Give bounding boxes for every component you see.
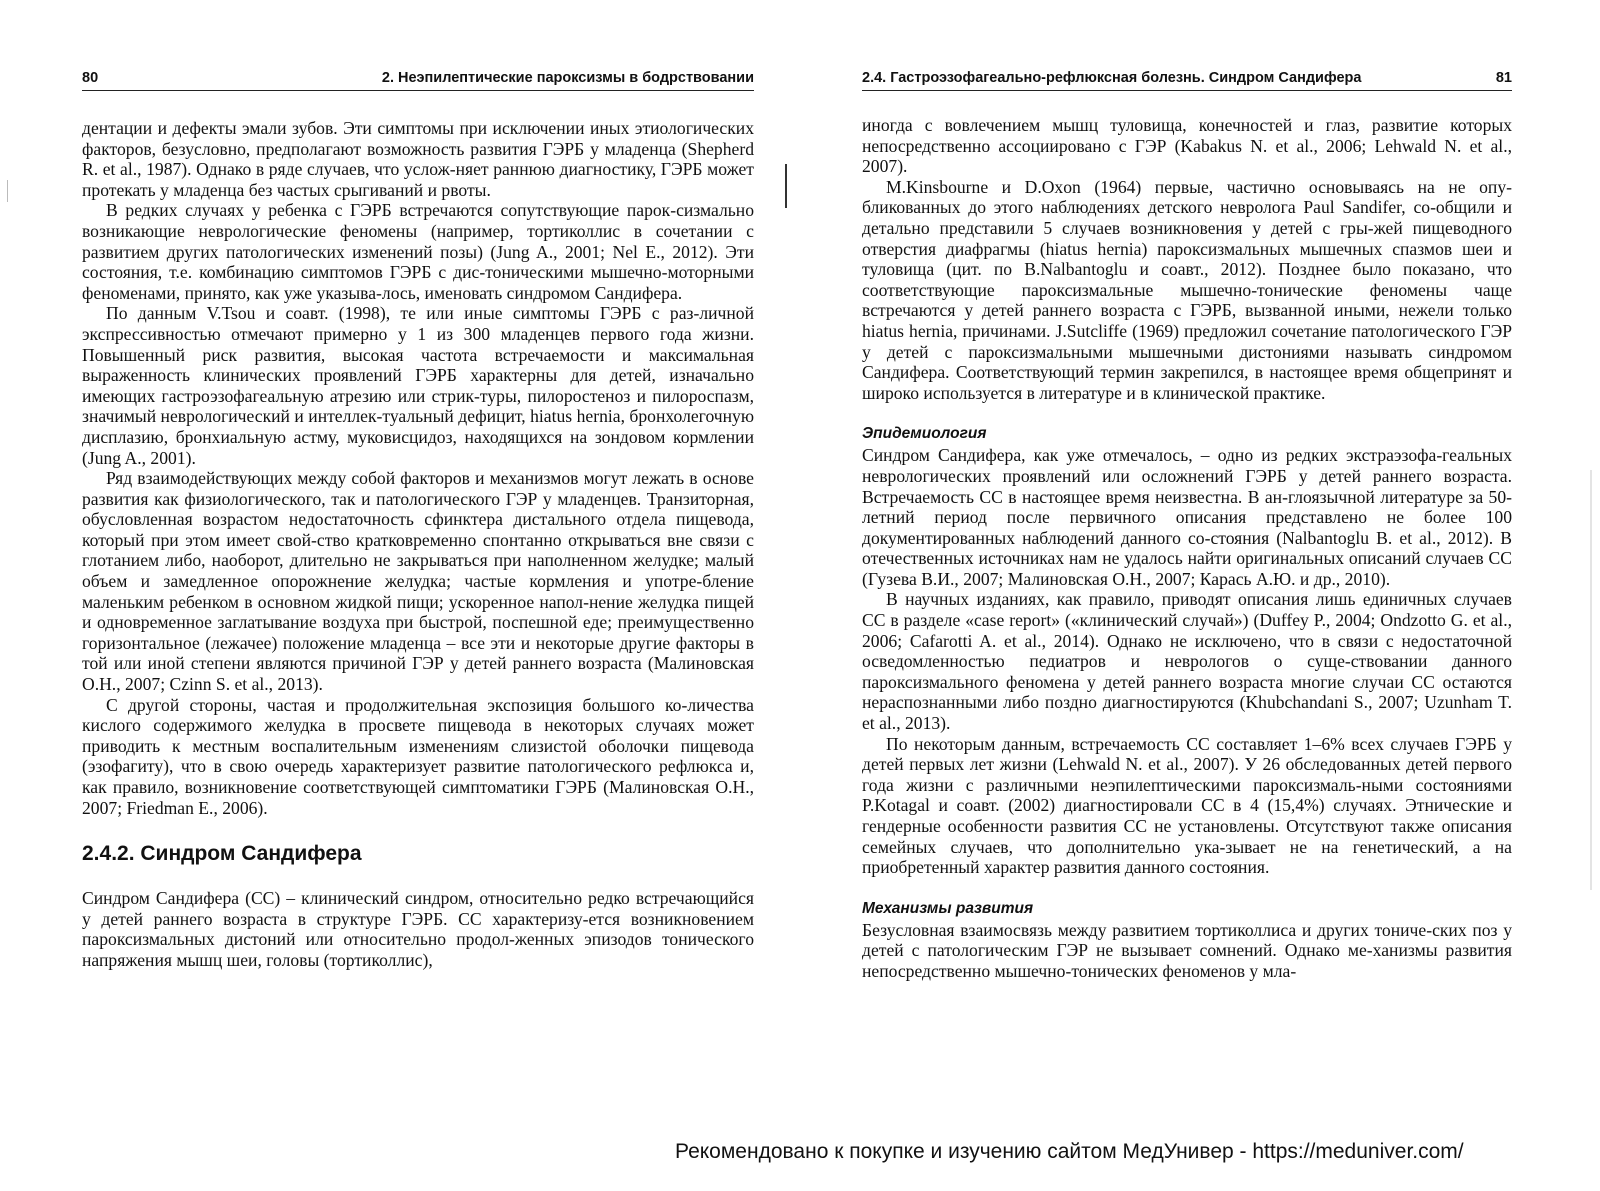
right-paragraph-2: M.Kinsbourne и D.Oxon (1964) первые, частично основываясь на не опу-бликованных до этого наблюдениях детского невролога Paul Sandifer, со-общили и детально представили 5 случаев возникновения у детей с гры-жей пищеводного отверстия диафрагмы (hiatus hernia) пароксизмальных мышечных спазмов шеи и туловища (цит. по B.Nalbantoglu и соавт., 2012). Позднее было показано, что соответствующие пароксизмальные мышечно-тонические феномены чаще встречаются у детей раннего возраста с ГЭРБ, вызванной иными, нежели только hiatus hernia, причинами. J.Sutcliffe (1969) предложил сочетание патологического ГЭР у детей с пароксизмальными мышечными дистониями называть синдромом Сандифера. Соответствующий термин закрепился, в настоящее время общепринят и широко используется в литературе и в клинической практике. xyxy=(862,176,1512,403)
margin-mark xyxy=(785,164,787,208)
left-paragraph-1: дентации и дефекты эмали зубов. Эти симптомы при исключении иных этиологических факторов, безусловно, предполагают возможность развития ГЭРБ у младенца (Shepherd R. et al., 1987). Однако в ряде случаев, что услож-няет раннюю диагностику, ГЭРБ может протекать у младенца без частых срыгиваний и рвоты. xyxy=(82,118,754,200)
epidemiology-paragraph-3: По некоторым данным, встречаемость СС составляет 1–6% всех случаев ГЭРБ у детей первых лет жизни (Lehwald N. et al., 2007). У 26 обследованных детей первого года жизни с различными неэпилептическими пароксизмаль-ными состояниями P.Kotagal и соавт. (2002) диагностировали СС в 4 (15,4%) случаях. Этнические и гендерные особенности развития СС не установлены. Отсутствуют также описания семейных случаев, что дополнительно ука-зывает не на генетический, а на приобретенный характер развития данного состояния. xyxy=(862,733,1512,878)
mechanisms-paragraph: Безусловная взаимосвязь между развитием тортиколлиса и других тониче-ских поз у детей с патологическим ГЭР не вызывает сомнений. Однако ме-ханизмы развития непосредственно мышечно-тонических феноменов у мла- xyxy=(862,919,1512,981)
right-page-number: 81 xyxy=(1495,70,1512,86)
epidemiology-paragraph-2: В научных изданиях, как правило, приводят описания лишь единичных случаев СС в разделе «case report» («клинический случай») (Duffey P., 2004; Ondzotto G. et al., 2006; Cafarotti A. et al., 2014). Однако не исключено, что в связи с недостаточной осведомленностью педиатров и неврологов о суще-ствовании данного пароксизмального феномена у детей раннего возраста многие случаи СС остаются нераспознанными либо поздно диагностируются (Khubchandani S., 2007; Uzunham T. et al., 2013). xyxy=(862,589,1512,734)
section-paragraph: Синдром Сандифера (СС) – клинический синдром, относительно редко встречающийся у детей раннего возраста в структуре ГЭРБ. СС характеризу-ется возникновением пароксизмальных дистоний или относительно продол-женных эпизодов тонического напряжения мышц шеи, головы (тортиколлис), xyxy=(82,888,754,970)
left-running-head xyxy=(82,68,754,91)
right-running-head xyxy=(862,68,1512,91)
epidemiology-paragraph-1: Синдром Сандифера, как уже отмечалось, – одно из редких экстраэзофа-геальных неврологических проявлений или осложнений ГЭРБ у детей раннего возраста. Встречаемость СС в настоящее время неизвестна. В ан-глоязычной литературе за 50-летний период после первичного описания представлено не более 100 документированных наблюдений данного со-стояния (Nalbantoglu B. et al., 2012). В отечественных источниках нам не удалось найти оригинальных описаний случаев СС (Гузева В.И., 2007; Малиновская О.Н., 2007; Карась А.Ю. и др., 2010). xyxy=(862,445,1512,589)
left-paragraph-3: По данным V.Tsou и соавт. (1998), те или иные симптомы ГЭРБ с раз-личной экспрессивностью отмечают примерно у 1 из 300 младенцев первого года жизни. Повышенный риск развития, высокая частота встречаемости и максимальная выраженность клинических проявлений ГЭРБ характерны для детей, изначально имеющих гастроэзофагеальную атрезию или стрик-туры, пилоростеноз и пилороспазм, значимый неврологический и интеллек-туальный дефицит, hiatus hernia, бронхолегочную дисплазию, бронхиальную астму, муковисцидоз, находящихся на зондовом кормлении (Jung A., 2001). xyxy=(82,303,754,468)
left-paragraph-4: Ряд взаимодействующих между собой факторов и механизмов могут лежать в основе развития как физиологического, так и патологического ГЭР у младенцев. Транзиторная, обусловленная возрастом недостаточность сфинктера дистального отдела пищевода, который при этом имеет свой-ство кратковременно спонтанно открываться вне связи с глотанием либо, наоборот, длительно не закрываться при наполненном желудке; малый объем и замедленное опорожнение желудка; частые кормления и употре-бление маленьким ребенком в основном жидкой пищи; ускоренное напол-нение желудка пищей и одновременное заглатывание воздуха при быстрой, поспешной еде; преимущественно горизонтальное (лежачее) положение младенца – все эти и некоторые другие факторы в той или иной степени являются причиной ГЭР у детей раннего возраста (Малиновская О.Н., 2007; Czinn S. et al., 2013). xyxy=(82,468,754,695)
left-header-title: 2. Неэпилептические пароксизмы в бодрствовании xyxy=(381,70,754,86)
scan-edge-mark xyxy=(7,180,8,202)
section-heading: 2.4.2. Синдром Сандифера xyxy=(82,842,362,866)
epidemiology-heading: Эпидемиология xyxy=(862,425,987,443)
left-paragraph-5: С другой стороны, частая и продолжительная экспозиция большого ко-личества кислого содержимого желудка в просвете пищевода в некоторых случаях может приводить к местным воспалительным изменениям слизистой оболочки пищевода (эзофагиту), что в свою очередь характеризует развитие патологического рефлюкса и, как правило, возникновение соответствующей симптоматики ГЭРБ (Малиновская О.Н., 2007; Friedman E., 2006). xyxy=(82,694,754,818)
left-page-number: 80 xyxy=(82,70,99,86)
watermark-text: Рекомендовано к покупке и изучению сайтом МедУнивер - https://meduniver.com/ xyxy=(675,1140,1464,1163)
left-page-body xyxy=(82,118,754,971)
left-paragraph-2: В редких случаях у ребенка с ГЭРБ встречаются сопутствующие парок-сизмально возникающие неврологические феномены (например, тортиколлис в сочетании с развитием других патологических изменений позы) (Jung A., 2001; Nel E., 2012). Эти состояния, т.е. комбинацию симптомов ГЭРБ с дис-тоническими мышечно-моторными феноменами, принято, как уже указыва-лось, именовать синдромом Сандифера. xyxy=(82,200,754,303)
right-page-body xyxy=(862,115,1512,982)
scan-edge-shadow xyxy=(1590,470,1592,890)
right-header-title: 2.4. Гастроэзофагеально-рефлюксная болезнь. Синдром Сандифера xyxy=(862,70,1362,86)
right-paragraph-1: иногда с вовлечением мышц туловища, конечностей и глаз, развитие которых непосредственно ассоциировано с ГЭР (Kabakus N. et al., 2006; Lehwald N. et al., 2007). xyxy=(862,115,1512,177)
mechanisms-heading: Механизмы развития xyxy=(862,899,1034,917)
